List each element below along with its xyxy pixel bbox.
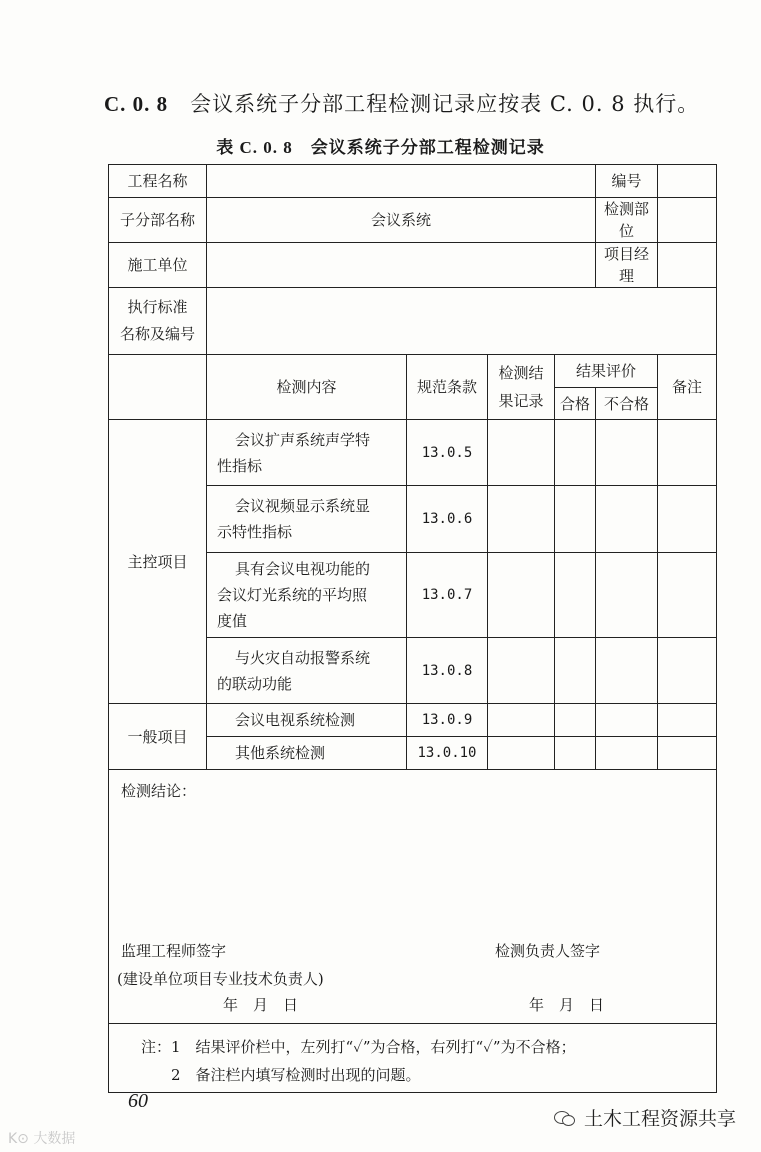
inspection-record-table: [108, 164, 717, 1093]
general-item-1: 会议电视系统检测: [207, 704, 407, 737]
manager-field[interactable]: [658, 243, 717, 288]
main-item-4: [207, 638, 407, 704]
main-item-4-line1: 与火灾自动报警系统: [235, 648, 371, 667]
date-left: 年 月 日: [223, 996, 299, 1014]
main-item-3-remark[interactable]: [658, 553, 717, 638]
main-item-1-remark[interactable]: [658, 420, 717, 486]
main-item-3-line1: 具有会议电视功能的: [235, 560, 371, 578]
main-item-1-result[interactable]: [488, 420, 555, 486]
general-item-1-fail[interactable]: [596, 704, 658, 737]
watermark-right-text: 土木工程资源共享: [584, 1108, 737, 1130]
main-item-4-fail[interactable]: [596, 638, 658, 704]
general-item-2-pass[interactable]: [555, 737, 596, 770]
main-item-3-clause: 13.0.7: [407, 553, 488, 638]
main-item-3-line2: 会议灯光系统的平均照: [217, 586, 368, 604]
project-name-label: 工程名称: [109, 165, 207, 198]
standard-field[interactable]: [207, 288, 717, 355]
col-content-header: 检测内容: [207, 355, 407, 420]
conclusion-label: 检测结论：: [121, 782, 197, 800]
table-number: 表 C. 0. 8: [216, 138, 293, 157]
inspect-part-label: 检测部位: [596, 198, 658, 243]
manager-label: 项目经理: [596, 243, 658, 288]
main-item-2-fail[interactable]: [596, 486, 658, 553]
col-clause-header: 规范条款: [407, 355, 488, 420]
main-item-3: [207, 553, 407, 638]
general-item-1-pass[interactable]: [555, 704, 596, 737]
table-title: 会议系统子分部工程检测记录: [310, 138, 545, 158]
project-name-field[interactable]: [207, 165, 596, 198]
main-item-3-line3: 度值: [217, 612, 248, 630]
main-item-2: [207, 486, 407, 553]
note-1: 注：1 结果评价栏中，左列打“✓”为合格，右列打“✓”为不合格；: [141, 1038, 576, 1056]
col-fail-header: 不合格: [596, 388, 658, 420]
main-group-label: 主控项目: [109, 420, 207, 704]
notes-cell: [109, 1024, 717, 1093]
note-2: 2 备注栏内填写检测时出现的问题。: [171, 1066, 421, 1084]
subdivision-value: 会议系统: [207, 198, 596, 243]
page-number: 60: [128, 1090, 148, 1112]
col-result-line2: 果记录: [498, 392, 544, 410]
main-item-1-line2: 性指标: [217, 456, 263, 475]
main-item-3-pass[interactable]: [555, 553, 596, 638]
general-item-2-fail[interactable]: [596, 737, 658, 770]
general-item-2: 其他系统检测: [207, 737, 407, 770]
inspector-sign-label: 检测负责人签字: [495, 942, 601, 960]
standard-label: [109, 288, 207, 355]
main-item-2-pass[interactable]: [555, 486, 596, 553]
main-item-1-clause: 13.0.5: [407, 420, 488, 486]
watermark-right: [554, 1104, 736, 1131]
standard-label-line1: 执行标准: [127, 298, 188, 316]
date-right: 年 月 日: [529, 996, 605, 1014]
supervisor-sign-label: 监理工程师签字: [121, 942, 227, 960]
subdivision-label: 子分部名称: [109, 198, 207, 243]
general-item-1-clause: 13.0.9: [407, 704, 488, 737]
main-item-1: [207, 420, 407, 486]
main-item-3-fail[interactable]: [596, 553, 658, 638]
serial-label: 编号: [596, 165, 658, 198]
section-text: 会议系统子分部工程检测记录应按表 C. 0. 8 执行。: [190, 92, 700, 116]
main-item-2-result[interactable]: [488, 486, 555, 553]
main-item-2-line1: 会议视频显示系统显: [235, 497, 371, 515]
main-item-2-remark[interactable]: [658, 486, 717, 553]
general-item-2-clause: 13.0.10: [407, 737, 488, 770]
main-item-2-clause: 13.0.6: [407, 486, 488, 553]
contractor-label: 施工单位: [109, 243, 207, 288]
contractor-field[interactable]: [207, 243, 596, 288]
main-item-2-line2: 示特性指标: [217, 523, 293, 541]
table-caption: [0, 133, 761, 158]
col-remark-header: 备注: [658, 355, 717, 420]
watermark-left: K⊙ 大数据: [8, 1131, 76, 1147]
main-item-4-result[interactable]: [488, 638, 555, 704]
main-item-4-pass[interactable]: [555, 638, 596, 704]
section-number: C. 0. 8: [104, 92, 169, 116]
wechat-icon: [554, 1109, 576, 1127]
header-blank: [109, 355, 207, 420]
main-item-1-line1: 会议扩声系统声学特: [235, 430, 371, 449]
general-item-2-remark[interactable]: [658, 737, 717, 770]
col-eval-header: 结果评价: [555, 355, 658, 388]
main-item-1-pass[interactable]: [555, 420, 596, 486]
main-item-3-result[interactable]: [488, 553, 555, 638]
general-item-1-result[interactable]: [488, 704, 555, 737]
main-item-4-remark[interactable]: [658, 638, 717, 704]
inspect-part-field[interactable]: [658, 198, 717, 243]
main-item-4-line2: 的联动功能: [217, 674, 293, 693]
general-item-2-result[interactable]: [488, 737, 555, 770]
main-item-1-fail[interactable]: [596, 420, 658, 486]
standard-label-line2: 名称及编号: [119, 325, 195, 343]
general-group-label: 一般项目: [109, 704, 207, 770]
col-result-header: [488, 355, 555, 420]
col-result-line1: 检测结: [498, 364, 544, 382]
general-item-1-remark[interactable]: [658, 704, 717, 737]
section-heading: [104, 88, 699, 118]
main-item-4-clause: 13.0.8: [407, 638, 488, 704]
serial-field[interactable]: [658, 165, 717, 198]
conclusion-cell[interactable]: [109, 770, 717, 1024]
col-pass-header: 合格: [555, 388, 596, 420]
owner-sign-label: (建设单位项目专业技术负责人): [117, 970, 324, 988]
